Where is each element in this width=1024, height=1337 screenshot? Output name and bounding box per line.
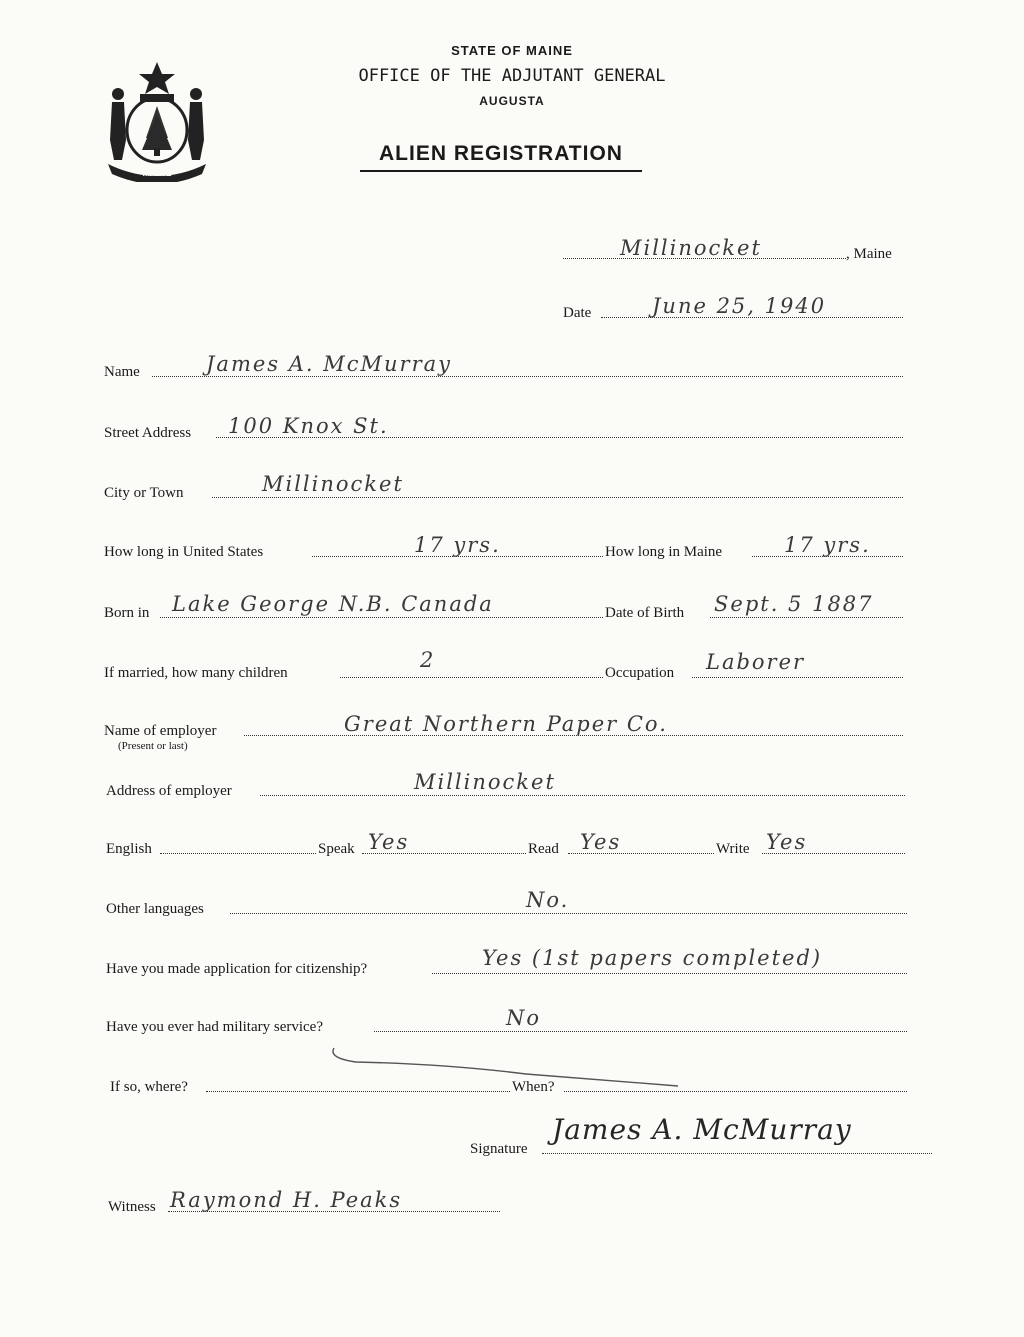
name-label: Name	[104, 364, 140, 380]
signature-value: James A. McMurray	[552, 1113, 852, 1146]
name-value: James A. McMurray	[206, 352, 452, 376]
military-line	[374, 1031, 907, 1032]
signature-line	[542, 1153, 932, 1154]
occupation-label: Occupation	[605, 665, 675, 681]
employer-address-label: Address of employer	[106, 783, 232, 799]
born-in-value: Lake George N.B. Canada	[172, 592, 494, 616]
other-languages-line	[230, 913, 907, 914]
town-value: Millinocket	[620, 236, 762, 260]
employer-address-line	[260, 795, 905, 796]
employer-note: (Present or last)	[118, 740, 188, 752]
street-label: Street Address	[104, 425, 192, 441]
employer-label: Name of employer	[104, 723, 217, 739]
city-label: City or Town	[104, 485, 184, 501]
date-of-birth-label: Date of Birth	[605, 605, 685, 621]
born-in-line	[160, 617, 603, 618]
maine-label: , Maine	[846, 246, 892, 262]
when-line	[564, 1091, 907, 1092]
how-long-us-value: 17 yrs.	[414, 533, 501, 557]
citizenship-value: Yes (1st papers completed)	[482, 946, 823, 970]
city-heading: AUGUSTA	[479, 94, 545, 108]
english-label: English	[106, 841, 152, 857]
date-label: Date	[563, 305, 592, 321]
occupation-value: Laborer	[706, 650, 806, 674]
born-in-label: Born in	[104, 605, 150, 621]
street-value: 100 Knox St.	[228, 414, 389, 438]
other-languages-label: Other languages	[106, 901, 204, 917]
write-label: Write	[716, 841, 750, 857]
english-line	[160, 853, 316, 854]
name-line	[152, 376, 903, 377]
employer-address-value: Millinocket	[414, 770, 556, 794]
witness-value: Raymond H. Peaks	[170, 1188, 403, 1212]
state-heading: STATE OF MAINE	[451, 43, 573, 58]
office-heading: OFFICE OF THE ADJUTANT GENERAL	[358, 66, 666, 86]
military-label: Have you ever had military service?	[106, 1019, 323, 1035]
occupation-line	[692, 677, 903, 678]
where-label: If so, where?	[110, 1079, 188, 1095]
read-value: Yes	[580, 830, 622, 854]
citizenship-line	[432, 973, 907, 974]
how-long-us-label: How long in United States	[104, 544, 264, 560]
city-line	[212, 497, 903, 498]
speak-label: Speak	[318, 841, 355, 857]
witness-label: Witness	[108, 1199, 156, 1215]
date-of-birth-line	[710, 617, 903, 618]
military-value: No	[506, 1006, 542, 1030]
children-line	[340, 677, 603, 678]
how-long-maine-value: 17 yrs.	[784, 533, 871, 557]
other-languages-value: No.	[526, 888, 570, 912]
write-value: Yes	[766, 830, 808, 854]
signature-label: Signature	[470, 1141, 528, 1157]
date-value: June 25, 1940	[652, 294, 827, 318]
children-value: 2	[420, 648, 436, 672]
how-long-maine-label: How long in Maine	[605, 544, 723, 560]
employer-value: Great Northern Paper Co.	[344, 712, 668, 736]
read-label: Read	[528, 841, 559, 857]
when-label: When?	[512, 1079, 555, 1095]
pen-stroke	[326, 1044, 686, 1090]
seal-text: MAINE	[142, 168, 172, 178]
date-of-birth-value: Sept. 5 1887	[714, 592, 874, 616]
city-value: Millinocket	[262, 472, 404, 496]
citizenship-label: Have you made application for citizenship?	[106, 961, 368, 977]
where-line	[206, 1091, 510, 1092]
form-title: ALIEN REGISTRATION	[360, 142, 642, 172]
speak-value: Yes	[368, 830, 410, 854]
children-label: If married, how many children	[104, 665, 288, 681]
